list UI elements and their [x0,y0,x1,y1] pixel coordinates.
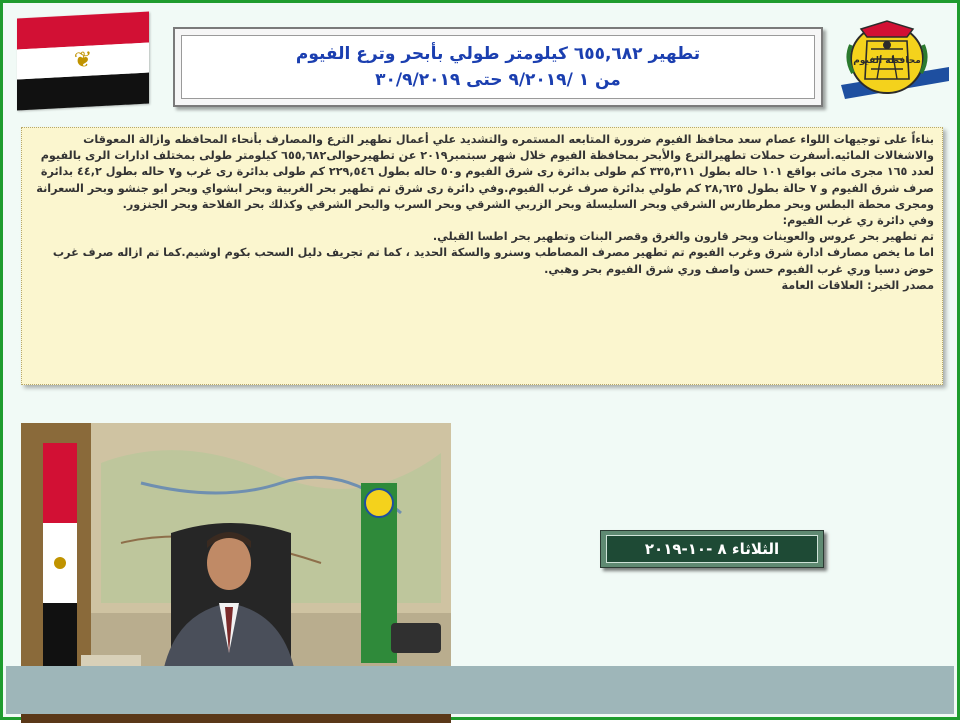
headline-title: تطهير ٦٥٥,٦٨٢ كيلومتر طولي بأبحر وترع الفيوم [295,44,701,64]
logo-text: محافظة الفيوم [853,56,921,66]
headline-box [173,27,823,107]
date-badge [600,530,824,568]
headline-date-range: من ١ /٩/٢٠١٩ حتى ٣٠/٩/٢٠١٩ [375,70,621,90]
publish-date: الثلاثاء ٨ -١٠-٢٠١٩ [644,540,780,558]
article-source: مصدر الخبر: العلاقات العامة [781,278,934,292]
article-paragraph-west: تم تطهير بحر عروس والعوينات وبحر قارون والغرق وقصر البنات وتطهير بحر اطسا القبلي. [432,230,934,244]
headline-inner [181,35,815,99]
eagle-of-saladin-icon: ❦ [73,47,93,74]
egypt-flag-icon [17,12,149,111]
fayoum-governorate-logo-icon [837,15,953,107]
article-paragraph-west-heading: وفي دائرة ري غرب الفيوم: [782,214,934,228]
date-badge-inner [606,535,818,563]
bottom-band [6,666,954,714]
article-body [21,127,943,385]
article-paragraph-main: بناءاً على توجيهات اللواء عصام سعد محافظ الفيوم ضرورة المتابعه المستمره والتشديد علي أعمال تطهير الترع والمصارف بأنحاء المحافظه وازالة المعوقات والاشغالات المائيه.أسفرت حملات تطهيرالترع والأبحر بمحافظة الفيوم خلال شهر سبتمبر٢٠١٩ عن تطهيرحوالى٦٥٥,٦٨٢ كيلومتر طولى بمختلف ادارات الرى بالفيوم لعدد ١٦٥ مجرى مائى بواقع ١٠١ حاله بطول ٣٣٥,٣١١ كم طولى بدائرة رى شرق الفيوم و٥٠ حاله بطول ٢٢٩,٥٤٦ كم طولى بدائرة رى غرب و٧ حاله بطول ٤٤,٢ بدائرة صرف شرق الفيوم و ٧ حالة بطول ٢٨,٦٢٥ كم طولي بدائرة صرف غرب الفيوم.وفي دائرة رى شرق تم تطهير بحر الغربية وبحر ابشواي وبحر ابو جنشو وبحر السعرانة ومجرى محطة البطس وبحر مطرطارس الشرقي وبحر السليسلة وبحر الزربي الشرقي وبحر السرب والبحر الشرقي وكذلك بحر الفلاحة وبحر الجنزور. [36,133,934,211]
article-paragraph-drains: اما ما يخص مصارف ادارة شرق وغرب الفيوم تم تطهير مصرف المصاطب وسنرو والسكة الحديد ، كما تم تجريف دليل السحب بكوم اوشيم.كما تم ازاله صرف غرب حوض دسيا وري غرب الفيوم حسن واصف وري شرق الفيوم بحر وهبي. [52,246,934,276]
